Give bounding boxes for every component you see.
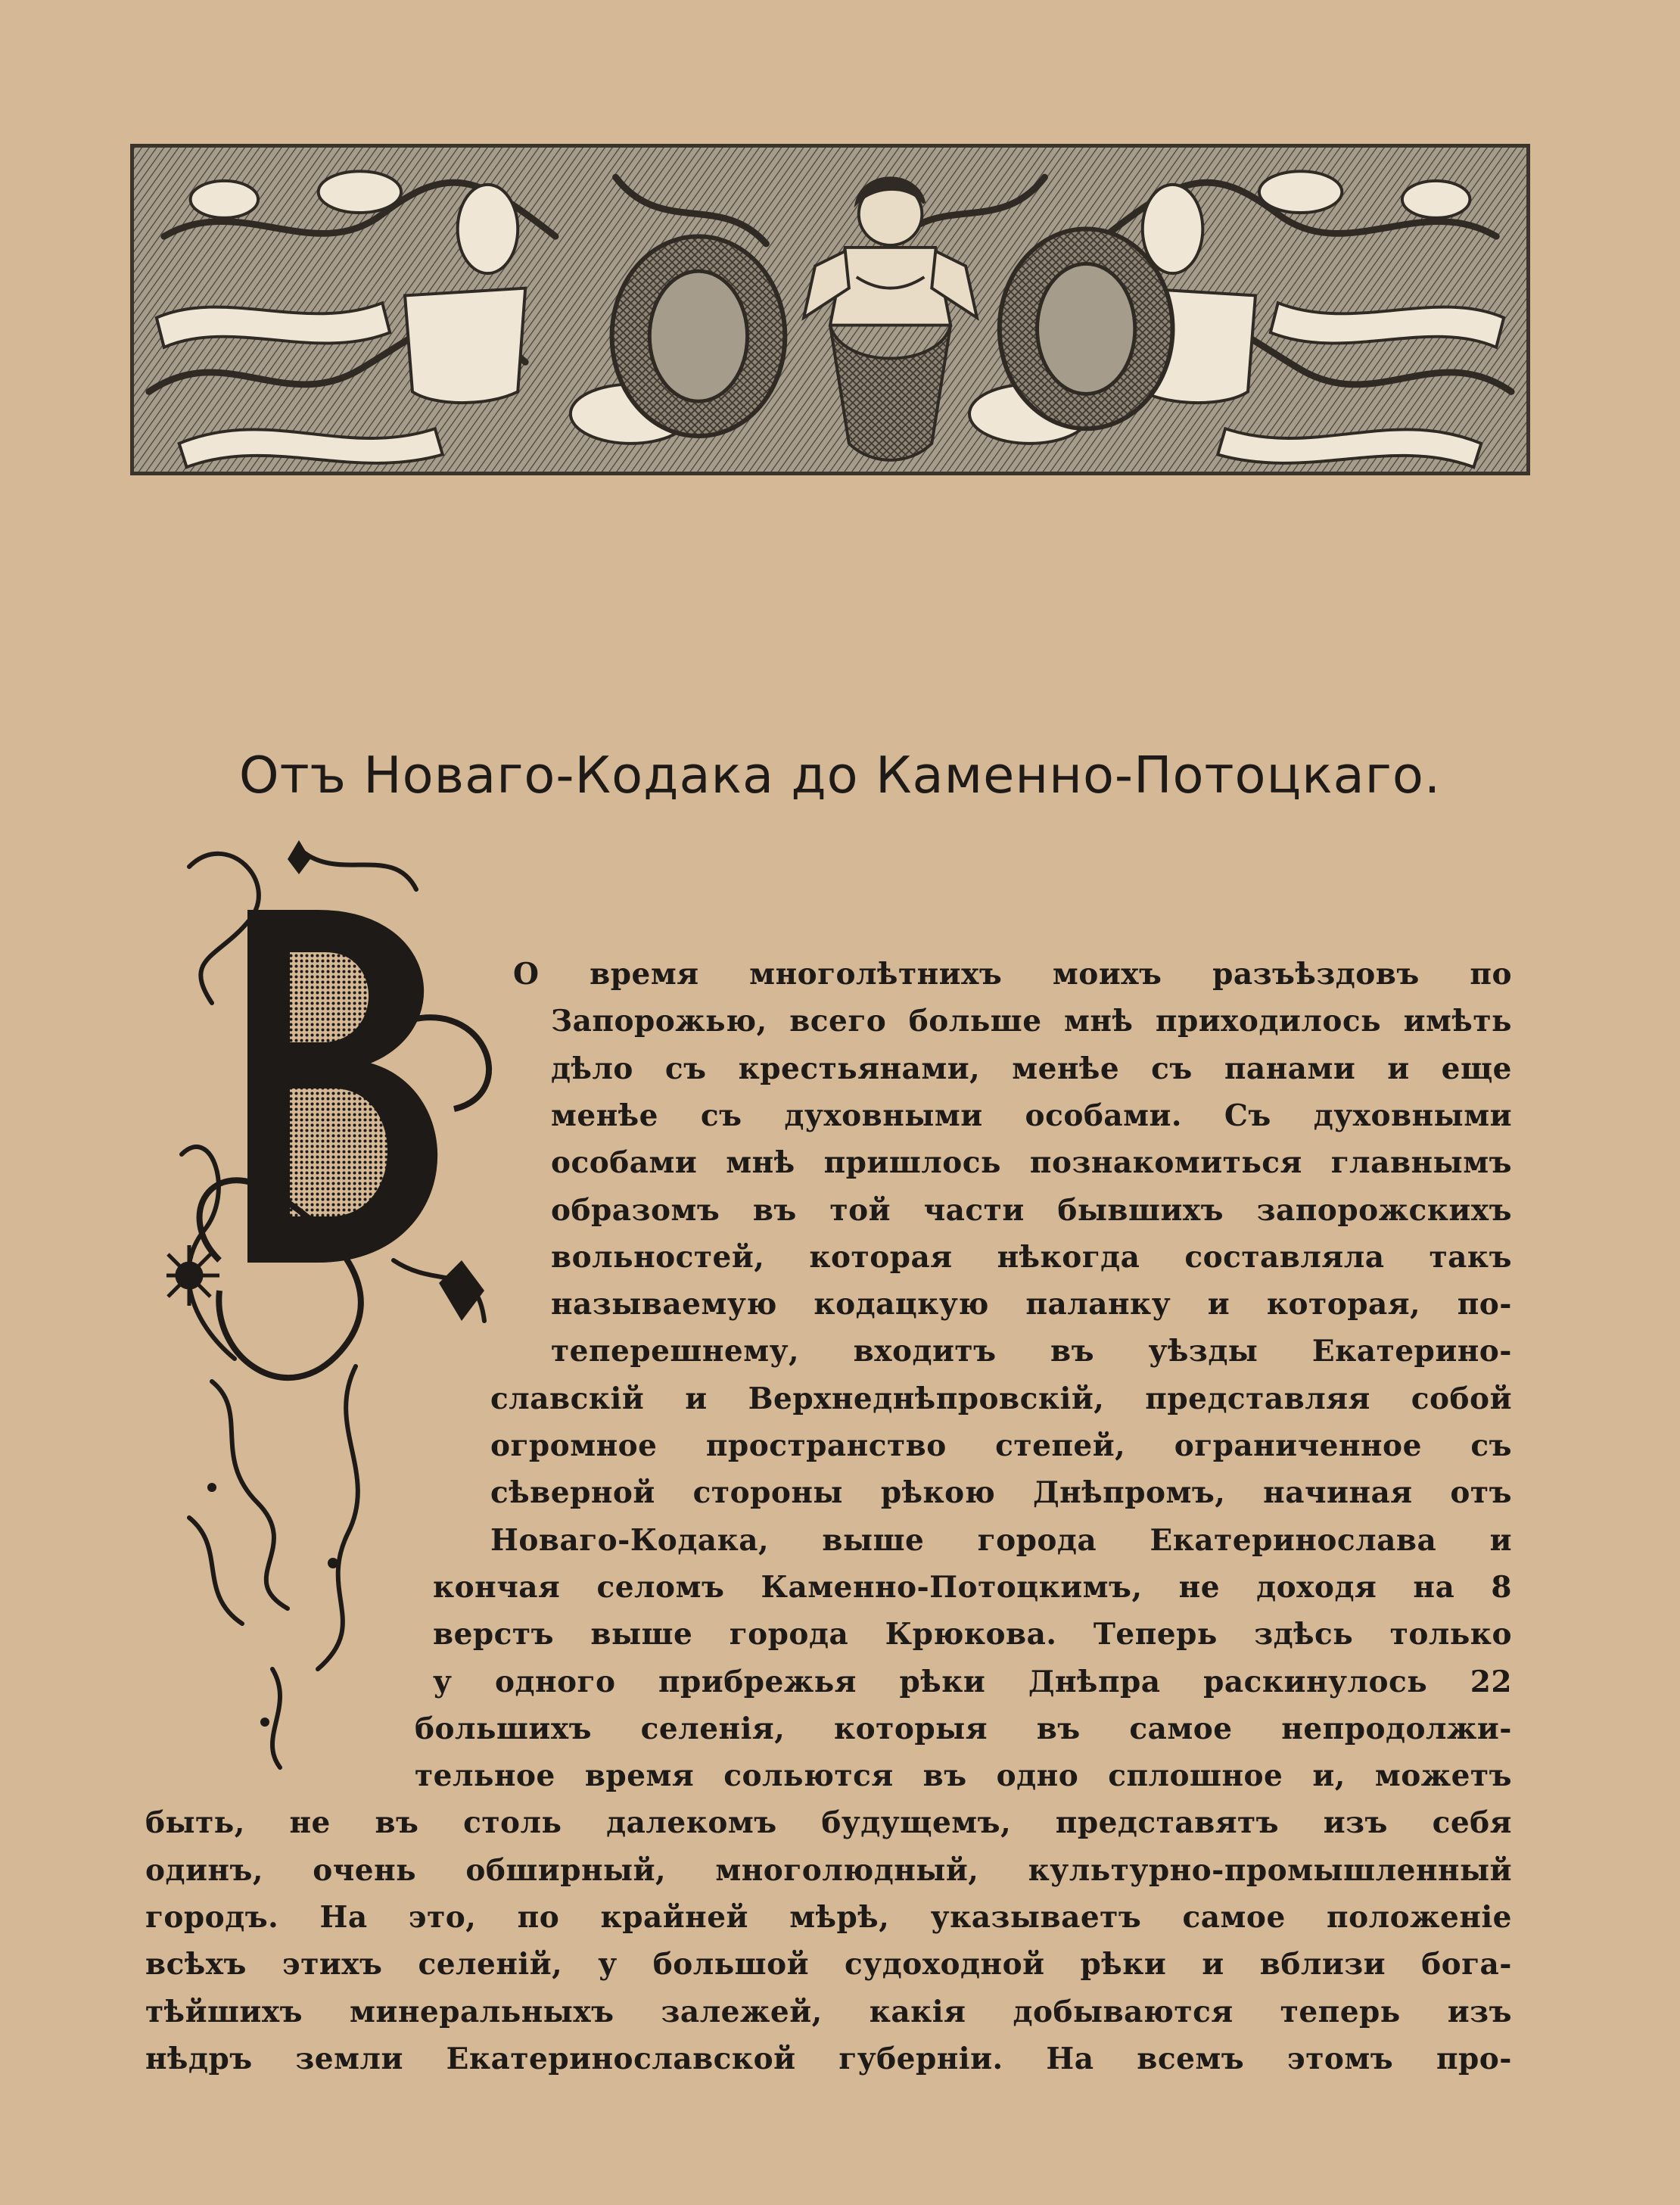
body-line: кончая селомъ Каменно-Потоцкимъ, не доходя на 8 bbox=[433, 1570, 1512, 1605]
body-line: Новаго-Кодака, выше города Екатеринослава и bbox=[490, 1523, 1512, 1558]
body-line: всѣхъ этихъ селеній, у большой судоходной рѣки и вблизи бога- bbox=[145, 1947, 1512, 1982]
body-line: особами мнѣ пришлось познакомиться главнымъ bbox=[551, 1145, 1512, 1180]
body-line: нѣдръ земли Екатеринославской губерніи. На всемъ этомъ про- bbox=[145, 2041, 1512, 2076]
body-line: одинъ, очень обширный, многолюдный, культурно-промышленный bbox=[145, 1853, 1512, 1888]
body-line: менѣе съ духовными особами. Съ духовными bbox=[551, 1098, 1512, 1133]
body-line: Запорожью, всего больше мнѣ приходилось имѣть bbox=[551, 1004, 1512, 1039]
chapter-title: Отъ Новаго-Кодака до Каменно-Потоцкаго. bbox=[238, 746, 1442, 805]
body-line: называемую кодацкую паланку и которая, по- bbox=[551, 1287, 1512, 1322]
body-line: тѣйшихъ минеральныхъ залежей, какія добываются теперь изъ bbox=[145, 1995, 1512, 2029]
body-line: огромное пространство степей, ограниченное съ bbox=[490, 1428, 1512, 1463]
body-line: образомъ въ той части бывшихъ запорожскихъ bbox=[551, 1193, 1512, 1228]
headpiece-engraving bbox=[134, 148, 1526, 472]
ornamental-headpiece bbox=[130, 144, 1530, 475]
body-line: у одного прибрежья рѣки Днѣпра раскинулось 22 bbox=[433, 1665, 1512, 1699]
body-line: сѣверной стороны рѣкою Днѣпромъ, начиная отъ bbox=[490, 1475, 1512, 1510]
body-line: О время многолѣтнихъ моихъ разъѣздовъ по bbox=[513, 957, 1512, 992]
body-line: тельное время сольются въ одно сплошное и, можетъ bbox=[415, 1758, 1512, 1793]
body-line: верстъ выше города Крюкова. Теперь здѣсь только bbox=[433, 1617, 1512, 1652]
body-line: теперешнему, входитъ въ уѣзды Екатерино- bbox=[551, 1334, 1512, 1369]
body-line: славскій и Верхнеднѣпровскій, представляя собой bbox=[490, 1381, 1512, 1416]
body-line: дѣло съ крестьянами, менѣе съ панами и еще bbox=[551, 1051, 1512, 1086]
body-line: быть, не въ столь далекомъ будущемъ, представятъ изъ себя bbox=[145, 1805, 1512, 1840]
body-line: вольностей, которая нѣкогда составляла такъ bbox=[551, 1240, 1512, 1275]
body-line: городъ. На это, по крайней мѣрѣ, указываетъ самое положеніе bbox=[145, 1900, 1512, 1935]
body-line: большихъ селенія, которыя въ самое непродолжи- bbox=[415, 1711, 1512, 1746]
